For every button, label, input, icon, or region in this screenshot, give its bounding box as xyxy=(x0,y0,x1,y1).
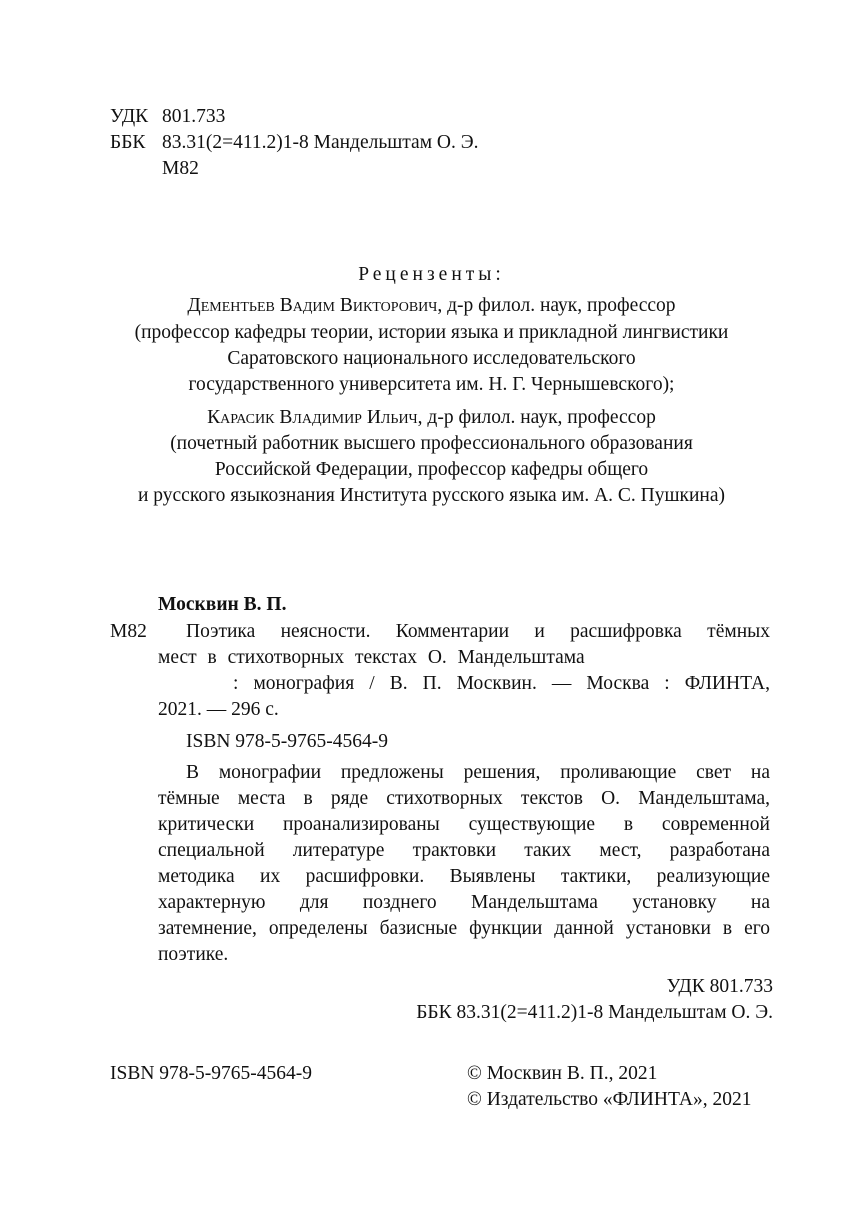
catalog-isbn: ISBN 978-5-9765-4564-9 xyxy=(186,731,389,752)
footer-isbn: ISBN 978-5-9765-4564-9 xyxy=(110,1063,313,1084)
abstract-line-7: затемнение, определены базисные функции данной установки в его xyxy=(158,918,770,939)
reviewer-1-line-1: (профессор кафедры теории, истории языка и прикладной лингвистики xyxy=(134,322,729,343)
catalog-mark: М82 xyxy=(110,621,147,642)
bbk-label: ББК xyxy=(110,132,146,153)
reviewer-2-line-1: (почетный работник высшего профессионального образования xyxy=(170,433,693,454)
reviewer-1-name: Дементьев Вадим Викторович xyxy=(187,295,438,316)
reviewer-2-name: Карасик Владимир Ильич xyxy=(207,407,418,428)
abstract-line-1: В монографии предложены решения, проливающие свет на xyxy=(186,762,770,783)
catalog-imprint-line-2: 2021. — 296 с. xyxy=(158,699,279,720)
abstract-line-4: специальной литературе трактовки таких мест, разработана xyxy=(158,840,770,861)
catalog-author: Москвин В. П. xyxy=(158,594,287,615)
reviewer-1-header xyxy=(0,293,863,319)
copyright-publisher: © Издательство «ФЛИНТА», 2021 xyxy=(467,1089,752,1110)
catalog-bbk: ББК 83.31(2=411.2)1-8 Мандельштам О. Э. xyxy=(416,1002,773,1023)
reviewer-2-line-3: и русского языкознания Института русского языка им. А. С. Пушкина) xyxy=(137,485,726,506)
catalog-imprint-line-1: : монография / В. П. Москвин. — Москва : ФЛИНТА, xyxy=(233,673,770,694)
reviewer-1-line-3: государственного университета им. Н. Г. Чернышевского); xyxy=(188,374,675,395)
udk-label: УДК xyxy=(110,106,149,127)
author-mark: М82 xyxy=(162,158,199,179)
reviewers-title: Рецензенты: xyxy=(358,264,505,285)
abstract-line-8: поэтике. xyxy=(158,944,229,965)
reviewer-2-degree: , д-р филол. наук, профессор xyxy=(417,407,656,428)
udk-value: 801.733 xyxy=(162,106,226,127)
abstract-line-2: тёмные места в ряде стихотворных текстов О. Мандельштама, xyxy=(158,788,770,809)
abstract-line-6: характерную для позднего Мандельштама установку на xyxy=(158,892,770,913)
reviewer-1-line-2: Саратовского национального исследовательского xyxy=(227,348,636,369)
reviewer-2-line-2: Российской Федерации, профессор кафедры общего xyxy=(214,459,649,480)
catalog-udk: УДК 801.733 xyxy=(666,976,773,997)
copyright-author: © Москвин В. П., 2021 xyxy=(467,1063,658,1084)
abstract-line-5: методика их расшифровки. Выявлены тактики, реализующие xyxy=(158,866,770,887)
reviewer-2-header xyxy=(0,405,863,431)
bbk-value: 83.31(2=411.2)1-8 Мандельштам О. Э. xyxy=(162,132,479,153)
catalog-title-line-2: мест в стихотворных текстах О. Мандельштама xyxy=(158,647,585,668)
catalog-title-line-1: Поэтика неясности. Комментарии и расшифровка тёмных xyxy=(186,621,770,642)
bbk-line xyxy=(110,130,479,156)
udk-line xyxy=(110,104,225,130)
reviewer-1-degree: , д-р филол. наук, профессор xyxy=(437,295,676,316)
abstract-line-3: критически проанализированы существующие в современной xyxy=(158,814,770,835)
